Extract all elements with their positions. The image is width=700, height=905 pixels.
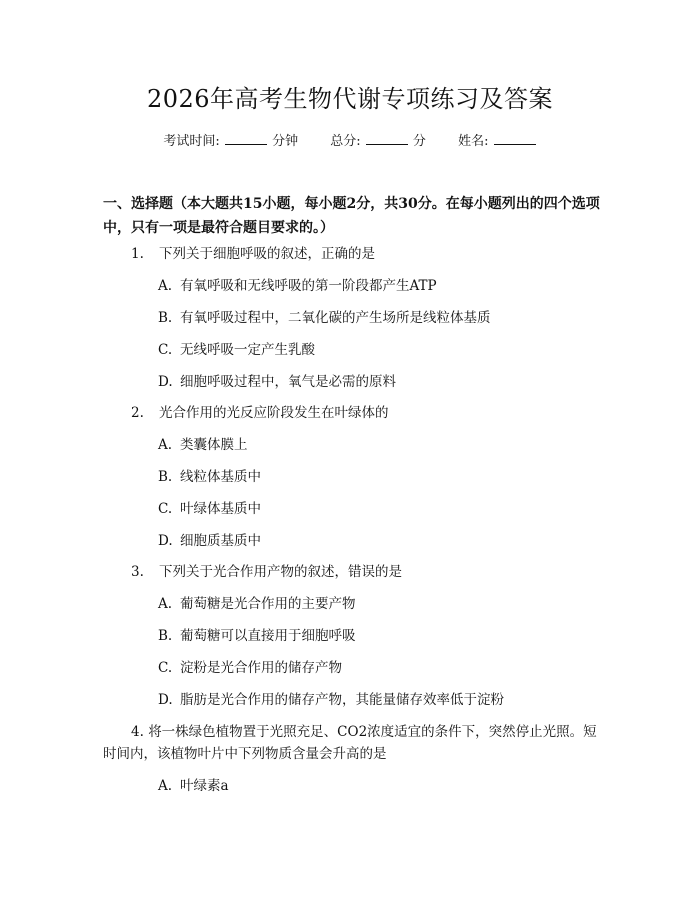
question-number: 3. <box>131 564 144 580</box>
option-letter: C. <box>158 660 173 676</box>
option-letter: B. <box>158 469 173 485</box>
total-score-label: 总分: <box>330 134 361 149</box>
student-name-blank <box>494 132 536 145</box>
option-letter: A. <box>158 778 173 794</box>
question-2-option-a <box>158 435 248 455</box>
student-name-field <box>458 132 537 151</box>
option-text: 细胞质基质中 <box>180 533 261 549</box>
question-number: 2. <box>131 405 144 421</box>
question-4-option-a <box>158 776 229 796</box>
question-2-option-d <box>158 531 261 551</box>
section-heading: 一、选择题（本大题共15小题，每小题2分，共30分。在每小题列出的四个选项中，只有一项是最符合题目要求的。） <box>103 196 600 236</box>
option-letter: C. <box>158 501 173 517</box>
option-letter: D. <box>158 533 173 549</box>
question-stem: 光合作用的光反应阶段发生在叶绿体的 <box>159 405 389 421</box>
option-text: 葡萄糖是光合作用的主要产物 <box>180 596 356 612</box>
student-name-label: 姓名: <box>458 134 489 149</box>
question-number: 1. <box>131 246 144 262</box>
option-text: 线粒体基质中 <box>180 469 261 485</box>
option-text: 细胞呼吸过程中，氧气是必需的原料 <box>180 374 396 390</box>
question-2-option-c <box>158 499 261 519</box>
question-2 <box>131 403 389 423</box>
question-1-option-b <box>158 308 491 328</box>
question-stem: 下列关于细胞呼吸的叙述，正确的是 <box>159 246 375 262</box>
question-3-option-d <box>158 690 504 710</box>
question-3-option-b <box>158 626 356 646</box>
exam-time-blank <box>225 132 267 145</box>
question-3-option-a <box>158 594 356 614</box>
question-1-option-d <box>158 372 396 392</box>
option-text: 葡萄糖可以直接用于细胞呼吸 <box>180 628 356 644</box>
question-1-option-a <box>158 276 437 296</box>
total-score-field <box>330 132 426 151</box>
option-letter: B. <box>158 310 173 326</box>
exam-meta-line <box>0 132 700 151</box>
question-stem: 将一株绿色植物置于光照充足、CO2浓度适宜的条件下，突然停止光照。短时间内，该植物叶片中下列物质含量会升高的是 <box>103 724 597 762</box>
option-text: 有氧呼吸过程中，二氧化碳的产生场所是线粒体基质 <box>180 310 491 326</box>
option-letter: C. <box>158 342 173 358</box>
option-text: 无线呼吸一定产生乳酸 <box>180 342 315 358</box>
option-letter: D. <box>158 374 173 390</box>
question-3-option-c <box>158 658 342 678</box>
option-text: 叶绿素a <box>180 778 229 794</box>
document-title: 2026年高考生物代谢专项练习及答案 <box>146 85 554 113</box>
question-4 <box>103 721 601 765</box>
question-1-option-c <box>158 340 315 360</box>
option-text: 叶绿体基质中 <box>180 501 261 517</box>
option-letter: A. <box>158 278 173 294</box>
option-letter: A. <box>158 596 173 612</box>
question-1 <box>131 244 375 264</box>
option-letter: A. <box>158 437 173 453</box>
option-text: 有氧呼吸和无线呼吸的第一阶段都产生ATP <box>180 278 437 294</box>
total-score-unit: 分 <box>412 134 426 149</box>
exam-time-label: 考试时间: <box>163 134 220 149</box>
question-number: 4. <box>131 724 144 740</box>
option-text: 脂肪是光合作用的储存产物，其能量储存效率低于淀粉 <box>180 692 504 708</box>
option-letter: B. <box>158 628 173 644</box>
question-stem: 下列关于光合作用产物的叙述，错误的是 <box>159 564 402 580</box>
exam-time-unit: 分钟 <box>272 134 299 149</box>
exam-time-field <box>163 132 298 151</box>
option-text: 类囊体膜上 <box>180 437 248 453</box>
total-score-blank <box>366 132 408 145</box>
question-2-option-b <box>158 467 261 487</box>
option-text: 淀粉是光合作用的储存产物 <box>180 660 342 676</box>
option-letter: D. <box>158 692 173 708</box>
question-3 <box>131 562 402 582</box>
